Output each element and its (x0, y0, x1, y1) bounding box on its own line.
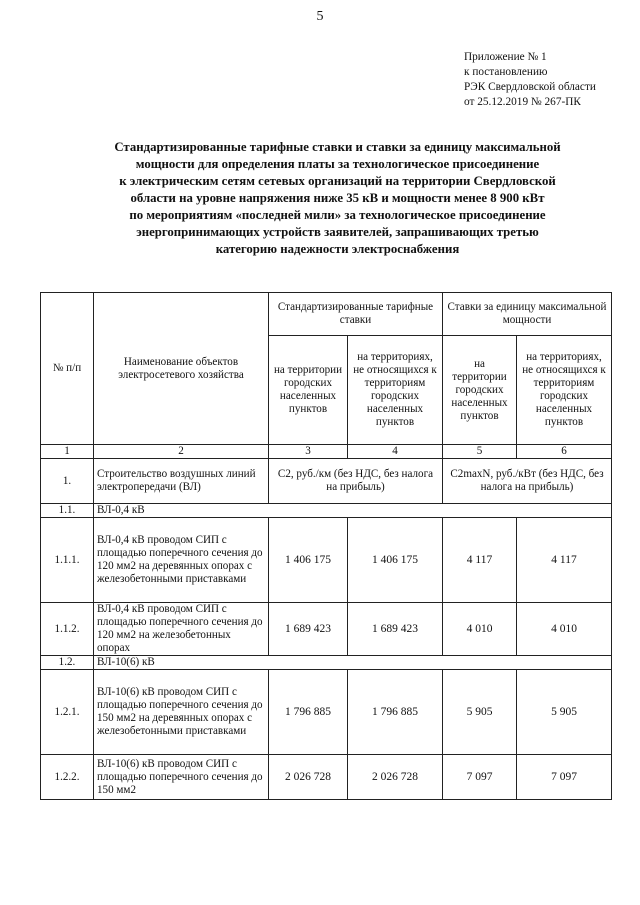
row-num: 1.2.1. (41, 670, 94, 755)
title-line: категорию надежности электроснабжения (215, 242, 460, 256)
header-name: Наименование объектов электросетевого хозяйства (94, 293, 269, 445)
row-num: 1. (41, 459, 94, 504)
header-power-rates: Ставки за единицу максимальной мощности (443, 293, 612, 336)
table-row (41, 518, 612, 603)
title-line: к электрическим сетям сетевых организаций на территории Свердловской (119, 174, 556, 188)
unit-standard-rates: С2, руб./км (без НДС, без налога на прибыль) (269, 459, 443, 504)
table-row (41, 459, 612, 504)
title-line: по мероприятиям «последней мили» за технологическое присоединение (129, 208, 546, 222)
table-row (41, 603, 612, 656)
title-line: мощности для определения платы за технологическое присоединение (135, 157, 540, 171)
row-num: 1.1.1. (41, 518, 94, 603)
column-number: 2 (94, 445, 269, 459)
cell-value: 2 026 728 (269, 755, 348, 800)
appendix-line: РЭК Свердловской области (464, 81, 596, 93)
column-number: 3 (269, 445, 348, 459)
cell-value: 7 097 (517, 755, 612, 800)
cell-value: 1 689 423 (269, 603, 348, 656)
header-num: № п/п (41, 293, 94, 445)
row-num: 1.1. (41, 504, 94, 518)
column-number: 5 (443, 445, 517, 459)
header-rural: на территориях, не относящихся к территориям городских населенных пунктов (517, 336, 612, 445)
cell-value: 4 117 (443, 518, 517, 603)
section-row (41, 504, 612, 518)
row-num: 1.2. (41, 656, 94, 670)
cell-value: 1 406 175 (348, 518, 443, 603)
row-num: 1.2.2. (41, 755, 94, 800)
appendix-line: от 25.12.2019 № 267-ПК (464, 96, 581, 108)
row-name: ВЛ-0,4 кВ проводом СИП с площадью поперечного сечения до 120 мм2 на деревянных опорах с железобетонными приставками (94, 518, 269, 603)
section-name: ВЛ-0,4 кВ (94, 504, 612, 518)
row-name: ВЛ-10(6) кВ проводом СИП с площадью поперечного сечения до 150 мм2 на деревянных опорах с железобетонными приставками (94, 670, 269, 755)
cell-value: 4 117 (517, 518, 612, 603)
row-name: ВЛ-10(6) кВ проводом СИП с площадью поперечного сечения до 150 мм2 (94, 755, 269, 800)
document-title (60, 139, 615, 258)
appendix-note (464, 50, 596, 110)
section-row (41, 656, 612, 670)
row-name: Строительство воздушных линий электропередачи (ВЛ) (94, 459, 269, 504)
header-rural: на территориях, не относящихся к территориям городских населенных пунктов (348, 336, 443, 445)
column-number: 6 (517, 445, 612, 459)
cell-value: 2 026 728 (348, 755, 443, 800)
header-urban: на территории городских населенных пунктов (269, 336, 348, 445)
header-urban: на территории городских населенных пунктов (443, 336, 517, 445)
cell-value: 7 097 (443, 755, 517, 800)
column-number: 1 (41, 445, 94, 459)
table-row (41, 755, 612, 800)
cell-value: 1 406 175 (269, 518, 348, 603)
section-name: ВЛ-10(6) кВ (94, 656, 612, 670)
title-line: Стандартизированные тарифные ставки и ставки за единицу максимальной (114, 140, 561, 154)
page-number: 5 (316, 9, 324, 24)
cell-value: 4 010 (517, 603, 612, 656)
appendix-line: к постановлению (464, 66, 548, 78)
tariff-table (40, 292, 612, 800)
header-standard-rates: Стандартизированные тарифные ставки (269, 293, 443, 336)
row-num: 1.1.2. (41, 603, 94, 656)
cell-value: 1 796 885 (348, 670, 443, 755)
unit-power-rates: С2maxN, руб./кВт (без НДС, без налога на прибыль) (443, 459, 612, 504)
appendix-line: Приложение № 1 (464, 51, 547, 63)
cell-value: 1 689 423 (348, 603, 443, 656)
title-line: энергопринимающих устройств заявителей, запрашивающих третью (136, 225, 539, 239)
cell-value: 5 905 (443, 670, 517, 755)
title-line: области на уровне напряжения ниже 35 кВ и мощности менее 8 900 кВт (130, 191, 545, 205)
cell-value: 5 905 (517, 670, 612, 755)
row-name: ВЛ-0,4 кВ проводом СИП с площадью поперечного сечения до 120 мм2 на железобетонных опорах (94, 603, 269, 656)
column-number: 4 (348, 445, 443, 459)
cell-value: 4 010 (443, 603, 517, 656)
table-row (41, 670, 612, 755)
cell-value: 1 796 885 (269, 670, 348, 755)
